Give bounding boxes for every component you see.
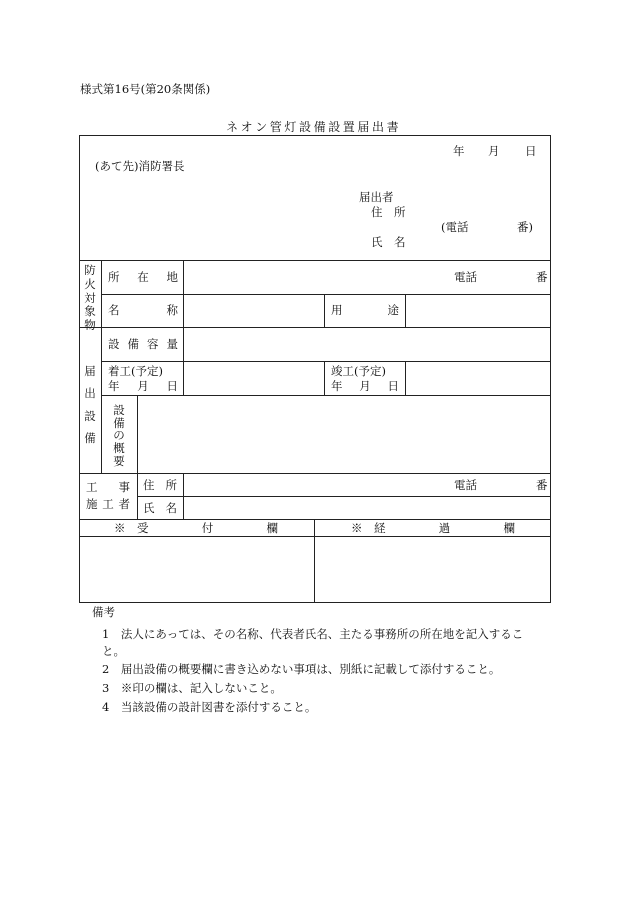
note-item-1: 1 法人にあっては、その名称、代表者氏名、主たる事務所の所在地を記入するこ: [102, 627, 524, 641]
start-ymd: 年 月 日: [108, 379, 178, 393]
date-day: 日: [525, 144, 537, 158]
contractor-address-label: 住 所: [143, 478, 177, 492]
rule-contractor-label: [137, 473, 138, 519]
contractor-label-bottom: 施 工 者: [86, 497, 130, 511]
start-label: 着工(予定): [108, 364, 163, 378]
contractor-phone-ban: 番: [536, 478, 548, 492]
location-phone-label: 電話: [454, 270, 477, 284]
document-title: ネオン管灯設備設置届出書: [226, 120, 402, 134]
rule-schedule-2: [405, 361, 406, 395]
note-item-4: 4 当該設備の設計図書を添付すること。: [102, 700, 317, 714]
reception-column-header: ※ 受 付 欄: [114, 521, 278, 535]
rule-schedule-1: [324, 361, 325, 395]
rule-office-head-bottom: [79, 536, 551, 537]
rule-name-use-1: [324, 294, 325, 327]
contractor-phone-label: 電話: [454, 478, 477, 492]
rule-office-split: [314, 519, 315, 603]
note-item-1-cont: と。: [102, 644, 125, 658]
notifier-phone-open: (電話: [441, 220, 469, 234]
rule-equipment-label: [101, 327, 102, 473]
fire-object-section-label: 防 火 対 象 物: [84, 263, 96, 333]
equipment-section-label: 届 出 設 備: [84, 364, 96, 446]
rule-fire-object-bottom: [79, 327, 551, 328]
notifier-name-label: 氏 名: [371, 235, 406, 249]
object-use-label: 用 途: [331, 303, 399, 317]
rule-location-bottom: [101, 294, 551, 295]
rule-schedule-bottom: [101, 395, 551, 396]
notifier-address-label: 住 所: [371, 205, 406, 219]
rule-equipment-bottom: [79, 473, 551, 474]
addressee: (あて先)消防署長: [95, 159, 185, 173]
notes-heading: 備考: [92, 605, 115, 619]
location-label: 所 在 地: [108, 270, 178, 284]
location-phone-ban: 番: [536, 270, 548, 284]
rule-capacity-bottom: [101, 361, 551, 362]
rule-name-use-2: [405, 294, 406, 327]
capacity-label: 設 備 容 量: [108, 337, 178, 351]
note-item-3: 3 ※印の欄は、記入しないこと。: [102, 681, 282, 695]
rule-contractor-field: [183, 473, 184, 519]
complete-ymd: 年 月 日: [331, 379, 399, 393]
rule-contractor-bottom: [79, 519, 551, 520]
rule-fire-object-field: [183, 260, 184, 327]
note-item-2: 2 届出設備の概要欄に書き込めない事項は、別紙に記載して添付すること。: [102, 662, 501, 676]
overview-label: 設 備 の 概 要: [113, 403, 125, 468]
contractor-label-top: 工 事: [86, 480, 130, 494]
form-number: 様式第16号(第20条関係): [80, 82, 211, 96]
object-name-label: 名 称: [108, 303, 178, 317]
rule-header-bottom: [79, 260, 551, 261]
rule-equipment-field: [183, 327, 184, 395]
rule-fire-object-label: [101, 260, 102, 327]
contractor-name-label: 氏 名: [143, 501, 177, 515]
rule-contractor-mid: [137, 496, 551, 497]
rule-overview-label: [137, 395, 138, 473]
notifier-phone-close: 番): [517, 220, 533, 234]
complete-label: 竣工(予定): [331, 364, 386, 378]
date-month: 月: [488, 144, 500, 158]
date-year: 年: [453, 144, 465, 158]
progress-column-header: ※ 経 過 欄: [351, 521, 515, 535]
notifier-label: 届出者: [359, 190, 394, 204]
